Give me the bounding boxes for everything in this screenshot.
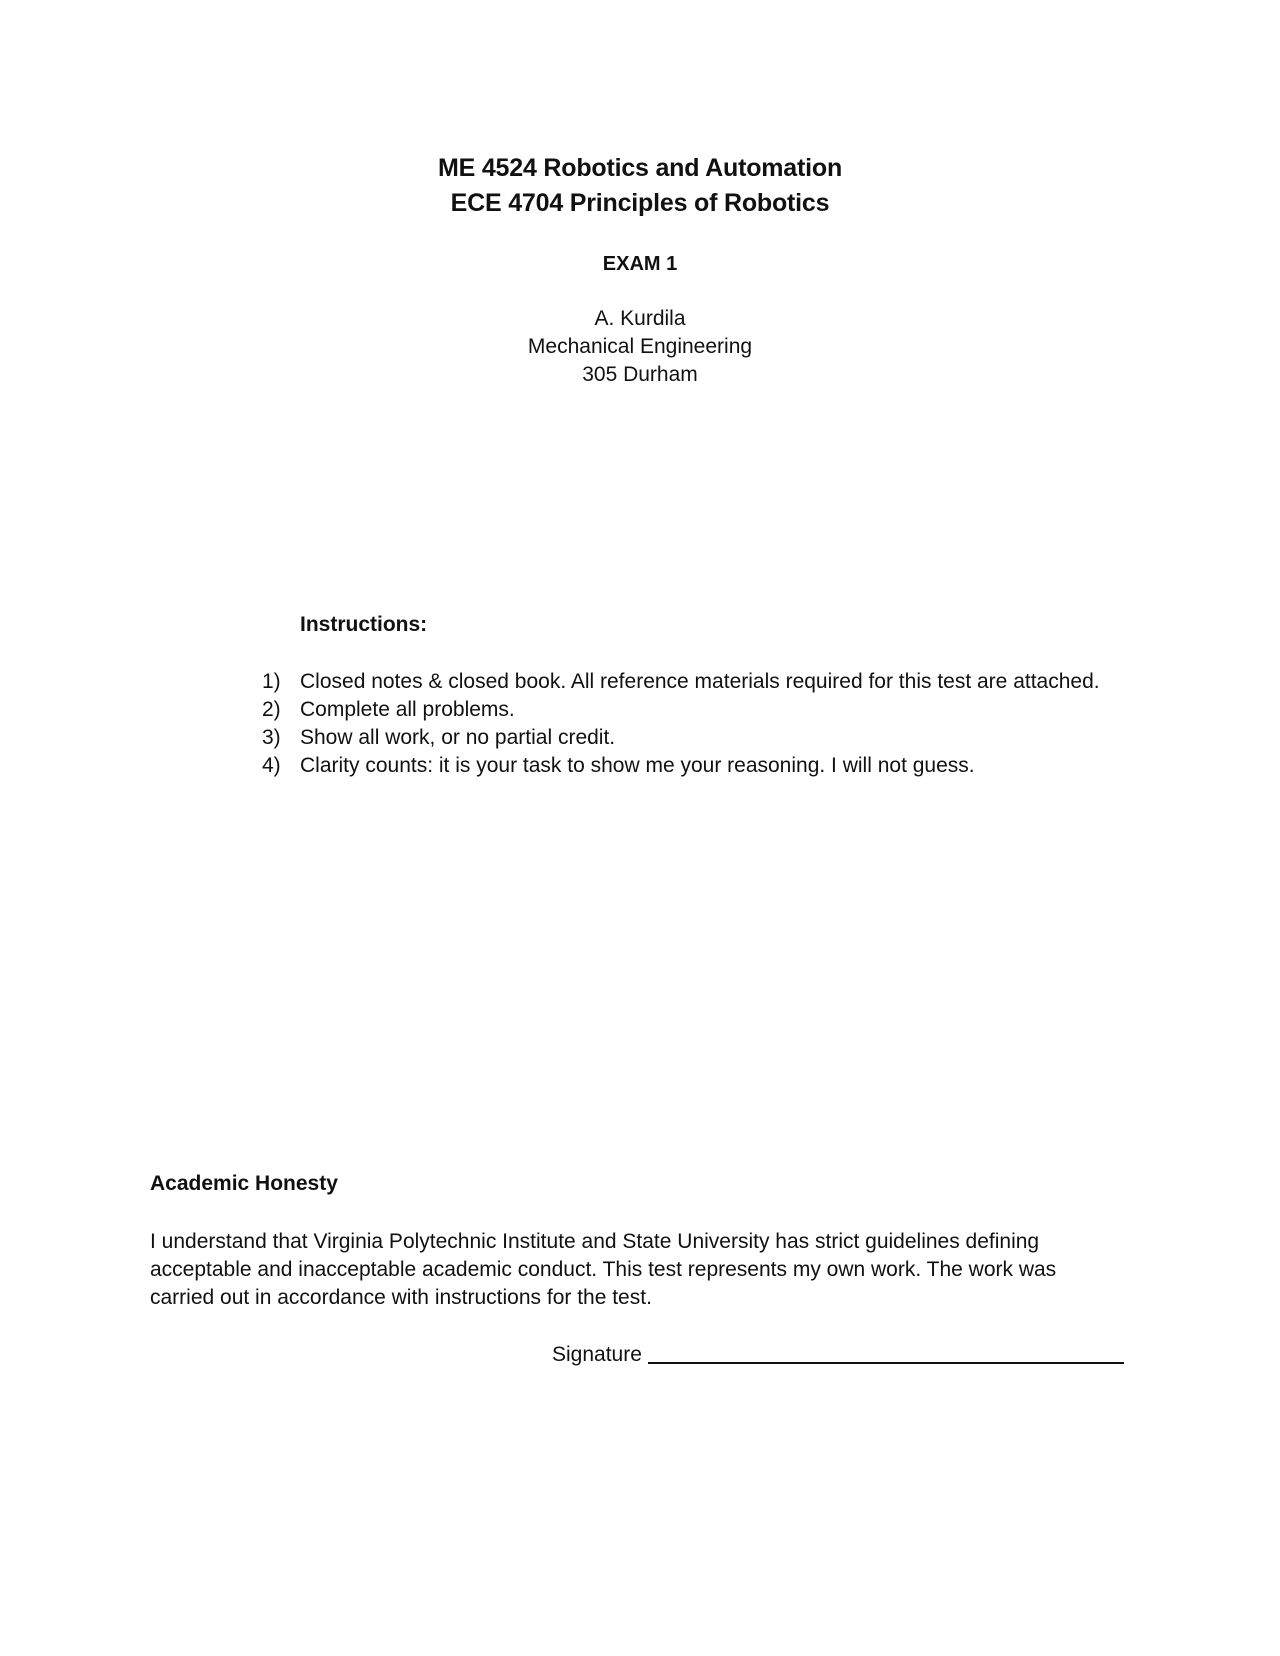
exam-title: EXAM 1: [602, 253, 678, 275]
instructions-list: [262, 668, 1100, 780]
office-location: 305 Durham: [582, 363, 698, 386]
instruction-number: 2): [262, 698, 281, 721]
instructor-name: A. Kurdila: [594, 307, 686, 330]
instruction-item: [262, 668, 1100, 696]
instruction-text: Closed notes & closed book. All reference materials required for this test are attached.: [300, 670, 1100, 693]
signature-line[interactable]: [648, 1340, 1124, 1364]
academic-honesty-statement: [150, 1228, 1150, 1312]
signature-label: Signature: [552, 1343, 642, 1366]
statement-line: I understand that Virginia Polytechnic Institute and State University has strict guidelines defining: [150, 1230, 1040, 1253]
department-name: Mechanical Engineering: [527, 335, 753, 358]
instruction-number: 4): [262, 754, 281, 777]
instruction-number: 1): [262, 670, 281, 693]
course-title-me: ME 4524 Robotics and Automation: [437, 154, 843, 182]
instruction-text: Clarity counts: it is your task to show me your reasoning. I will not guess.: [300, 754, 975, 777]
instruction-item: [262, 696, 1100, 724]
instruction-item: [262, 752, 1100, 780]
signature-row: [552, 1340, 1124, 1367]
statement-line: acceptable and inacceptable academic conduct. This test represents my own work. The work was: [150, 1258, 1057, 1281]
instruction-number: 3): [262, 726, 281, 749]
instruction-item: [262, 724, 1100, 752]
course-title-ece: ECE 4704 Principles of Robotics: [450, 189, 830, 217]
academic-honesty-heading: Academic Honesty: [150, 1172, 338, 1195]
instruction-text: Complete all problems.: [300, 698, 515, 721]
statement-line: carried out in accordance with instructions for the test.: [150, 1286, 652, 1309]
instruction-text: Show all work, or no partial credit.: [300, 726, 616, 749]
instructions-heading: Instructions:: [300, 613, 428, 636]
